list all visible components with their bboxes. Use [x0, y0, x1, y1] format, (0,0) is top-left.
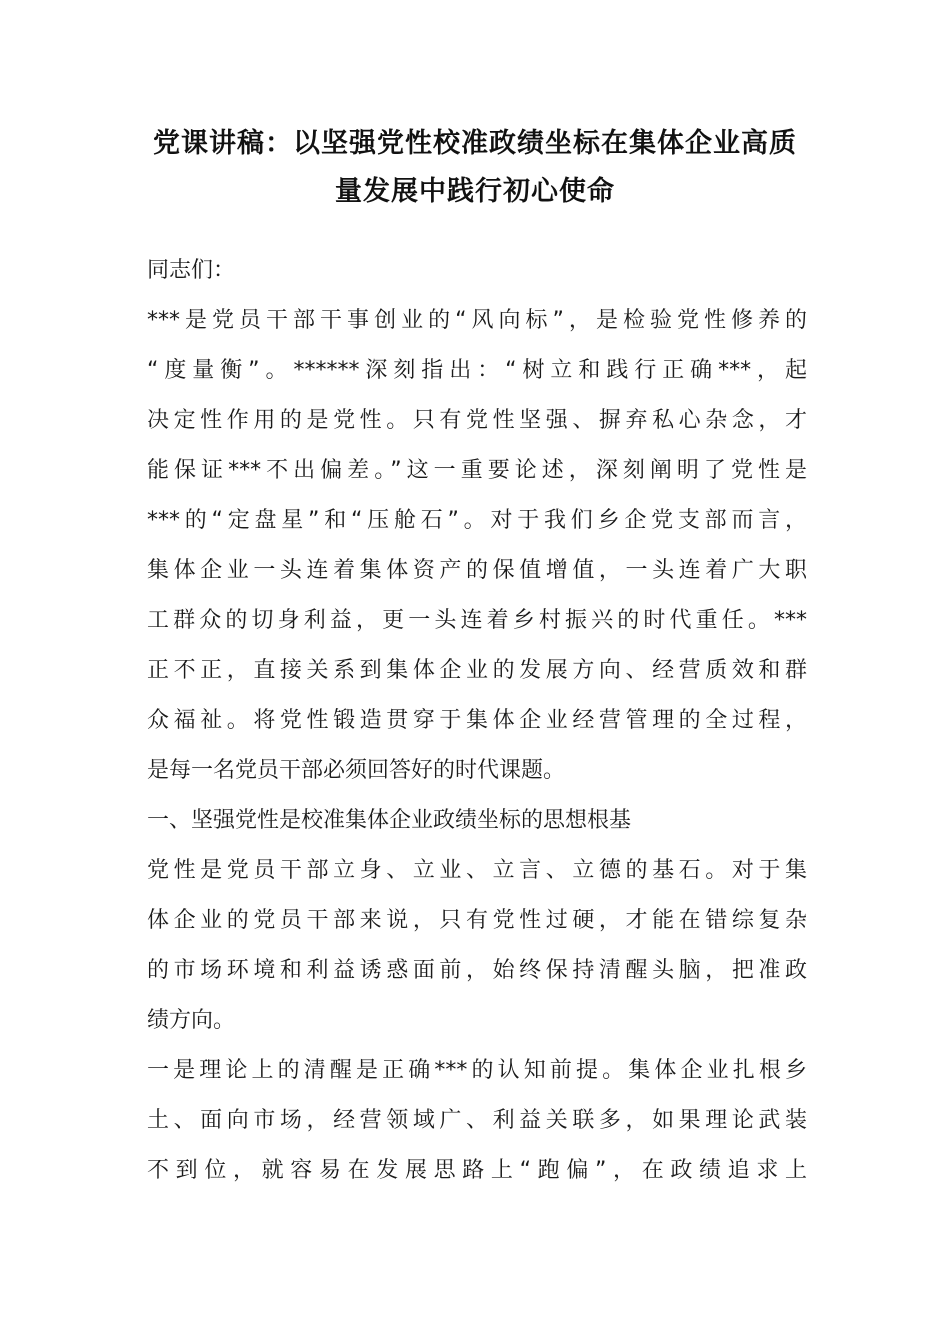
- body-line: 决定性作用的是党性。只有党性坚强、摒弃私心杂念，才: [147, 408, 807, 433]
- document-body: [147, 246, 807, 1196]
- body-line: 党性是党员干部立身、立业、立言、立德的基石。对于集: [147, 858, 807, 883]
- body-line: 一是理论上的清醒是正确***的认知前提。集体企业扎根乡: [147, 1058, 807, 1083]
- body-line: 工群众的切身利益，更一头连着乡村振兴的时代重任。***: [147, 608, 807, 633]
- body-line: 的市场环境和利益诱惑面前，始终保持清醒头脑，把准政: [147, 958, 807, 983]
- body-line: ***是党员干部干事创业的“风向标”，是检验党性修养的: [147, 308, 807, 333]
- body-line: ***的“定盘星”和“压舱石”。对于我们乡企党支部而言，: [147, 508, 807, 533]
- body-line: “度量衡”。******深刻指出：“树立和践行正确***，起: [147, 358, 807, 383]
- body-line: 不到位，就容易在发展思路上“跑偏”，在政绩追求上: [147, 1158, 807, 1183]
- body-line: 是每一名党员干部必须回答好的时代课题。: [147, 758, 566, 783]
- body-line: 正不正，直接关系到集体企业的发展方向、经营质效和群: [147, 658, 807, 683]
- body-line: 体企业的党员干部来说，只有党性过硬，才能在错综复杂: [147, 908, 807, 933]
- body-line: 土、面向市场，经营领域广、利益关联多，如果理论武装: [147, 1108, 807, 1133]
- body-line: 一、坚强党性是校准集体企业政绩坐标的思想根基: [147, 808, 632, 833]
- body-line: 能保证***不出偏差。”这一重要论述，深刻阐明了党性是: [147, 458, 807, 483]
- document-title-line-1: 党课讲稿：以坚强党性校准政绩坐标在集体企业高质: [153, 128, 797, 159]
- body-line: 绩方向。: [147, 1008, 236, 1033]
- body-line: 集体企业一头连着集体资产的保值增值，一头连着广大职: [147, 558, 807, 583]
- document-title-line-2: 量发展中践行初心使命: [335, 176, 615, 207]
- body-line: 众福祉。将党性锻造贯穿于集体企业经营管理的全过程，: [147, 708, 807, 733]
- body-line: 同志们：: [147, 258, 236, 283]
